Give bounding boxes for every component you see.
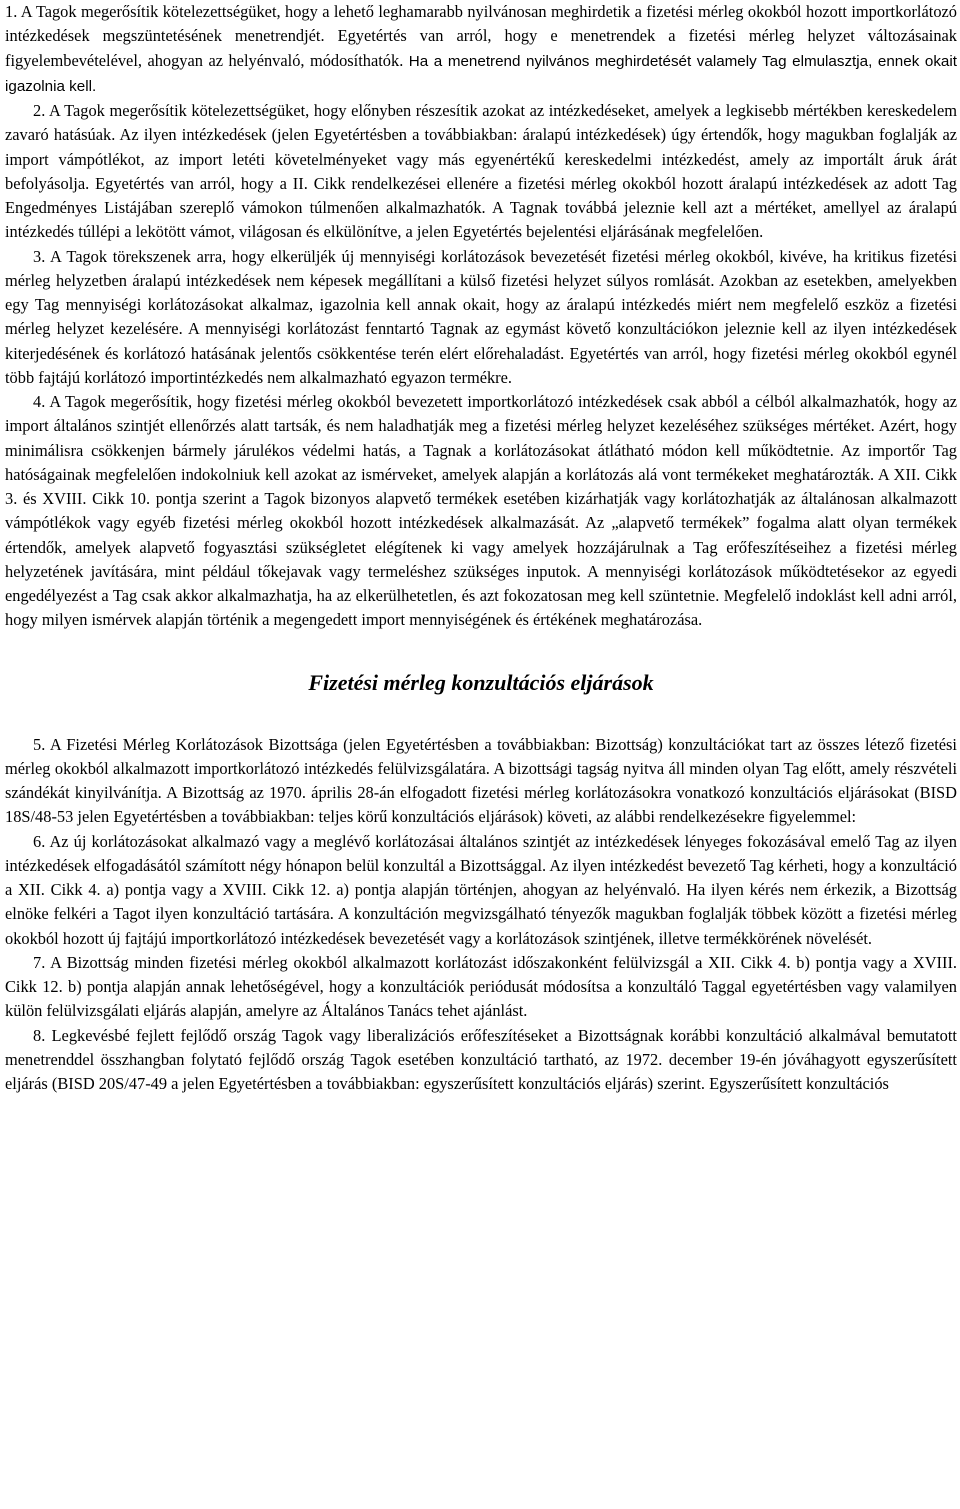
- paragraph-5: 5. A Fizetési Mérleg Korlátozások Bizottsága (jelen Egyetértésben a továbbiakban: Bizottság) konzultációkat tart az összes létező fizetési mérleg okokból alkalmazott importkorlátozó intézkedés felülvizsgálatára. A bizottsági tagság nyitva áll minden olyan Tag előtt, amely részvételi szándékát kinyilvánítja. A Bizottság az 1970. április 28-án elfogadott fizetési mérleg korlátozásokra vonatkozó konzultációs eljárásokat (BISD 18S/48-53 jelen Egyetértésben a továbbiakban: teljes körű konzultációs eljárások) követi, az alábbi rendelkezésekre figyelemmel:: [5, 734, 957, 827]
- paragraph-3: 3. A Tagok törekszenek arra, hogy elkerüljék új mennyiségi korlátozások bevezetését fizetési mérleg okokból, kivéve, ha kritikus fizetési mérleg helyzetben áralapú intézkedések nem képesek megállítani a külső fizetési helyzet súlyos romlását. Azokban az esetekben, amelyekben egy Tag mennyiségi korlátozásokat alkalmaz, igazolnia kell annak okait, hogy az áralapú intézkedés miért nem megfelelő eszköz a fizetési mérleg helyzet kezelésére. A mennyiségi korlátozást fenntartó Tagnak az egymást követő konzultációkon jeleznie kell az ilyen intézkedések kiterjedésének és korlátozó hatásának jelentős csökkentése terén elért előrehaladást. Egyetértés van arról, hogy fizetési mérleg okokból egynél több fajtájú korlátozó importintézkedés nem alkalmazható egyazon termékre.: [5, 246, 957, 387]
- paragraph-2: 2. A Tagok megerősítik kötelezettségüket, hogy előnyben részesítik azokat az intézkedéseket, amelyek a legkisebb mértékben kereskedelem zavaró hatásúak. Az ilyen intézkedések (jelen Egyetértésben a továbbiakban: áralapú intézkedések) úgy értendők, hogy magukban foglalják az import vámpótlékot, az import letéti követelményeket vagy más egyenértékű kereskedelmi intézkedést, amely az importált áruk árát befolyásolja. Egyetértés van arról, hogy a II. Cikk rendelkezései ellenére a fizetési mérleg okokból hozott áralapú intézkedések az adott Tag Engedményes Listájában szereplő vámokon túlmenően alkalmazhatók. A Tagnak továbbá jeleznie kell azt a mértéket, amellyel az áralapú intézkedés túllépi a lekötött vámot, világosan és elkülönítve, a jelen Egyetértés bejelentési eljárásának megfelelően.: [5, 101, 957, 242]
- paragraph-6: 6. Az új korlátozásokat alkalmazó vagy a meglévő korlátozásai általános szintjét az intézkedések lényeges fokozásával emelő Tag az ilyen intézkedések elfogadásától számított négy hónapon belül konzultál a Bizottsággal. Az ilyen intézkedést bevezető Tag kérheti, hogy a konzultáció a XII. Cikk 4. a) pontja vagy a XVIII. Cikk 12. a) pontja alapján történjen, ahogyan az helyénvaló. Ha ilyen kérés nem érkezik, a Bizottság elnöke felkéri a Tagot ilyen konzultáció tartására. A konzultáción megvizsgálható tényezők magukban foglalják többek között a fizetési mérleg okokból hozott új fajtájú importkorlátozó intézkedések bevezetését vagy a korlátozások szintjének, illetve termékkörének növelését.: [5, 831, 957, 948]
- paragraph-1-part-a: 1. A Tagok megerősítik kötelezettségüket, hogy a lehető leghamarabb nyilvánosan meghirdetik a fizetési mérleg okokból hozott importkorlátozó intézkedések megszüntetésének menetrendjét. Egyetértés van arról, hogy e menetrendek a fizetési mérleg helyzet változásainak figyelembevételével, ahogyan az helyénvaló, módosíthatók.: [5, 2, 957, 70]
- section-heading: Fizetési mérleg konzultációs eljárások: [308, 669, 654, 695]
- document-page: [5, 0, 957, 1096]
- paragraph-7: 7. A Bizottság minden fizetési mérleg okokból alkalmazott korlátozást időszakonként felülvizsgál a XII. Cikk 4. b) pontja vagy a XVIII. Cikk 12. b) pontja alapján annak lehetőségével, hogy a konzultációk periódusát módosítsa a konzultáló Taggal egyetértésben vagy valamilyen külön felülvizsgálati eljárás alapján, amelyre az Általános Tanács tehet ajánlást.: [5, 952, 957, 1021]
- paragraph-1-part-b: Ha a menetrend nyilvános meghirdetését valamely Tag elmulasztja, ennek okait igazolnia kell.: [5, 52, 957, 95]
- paragraph-4: 4. A Tagok megerősítik, hogy fizetési mérleg okokból bevezetett importkorlátozó intézkedések csak abból a célból alkalmazhatók, hogy az import általános szintjét ellenőrzés alatt tartsák, és nem haladhatják meg a fizetési mérleg helyzet kezeléséhez szükséges mértéket. Azért, hogy minimálisra csökkenjen bármely járulékos védelmi hatás, a Tagnak a korlátozásokat átlátható módon kell működtetnie. Az importőr Tag hatóságainak megfelelően indokolniuk kell azokat az ismérveket, amelyek alapján a korlátozás alá vont termékeket meghatározták. A XII. Cikk 3. és XVIII. Cikk 10. pontja szerint a Tagok bizonyos alapvető termékek esetében kizárhatják vagy korlátozhatják az általánosan alkalmazott vámpótlékok vagy egyéb fizetési mérleg okokból hozott intézkedések alkalmazását. Az „alapvető termékek” fogalma alatt olyan termékek értendők, amelyek alapvető fogyasztási szükségletet elégítenek ki vagy amelyek hozzájárulnak a Tag erőfeszítéseihez a fizetési mérleg helyzetének javítására, mint például tőkejavak vagy termeléshez szükséges inputok. A mennyiségi korlátozások működtetésekor az egyedi engedélyezést a Tag csak akkor alkalmazhatja, ha az elkerülhetetlen, és azt fokozatosan meg kell szüntetnie. Megfelelő indoklást kell adni arról, hogy milyen ismérvek alapján történik a megengedett import mennyiségének és értékének meghatározása.: [5, 392, 957, 630]
- paragraph-1: [5, 0, 957, 99]
- paragraph-8: 8. Legkevésbé fejlett fejlődő ország Tagok vagy liberalizációs erőfeszítéseket a Bizottságnak korábbi konzultáció alkalmával bemutatott menetrenddel összhangban folytató fejlődő ország Tagok esetében konzultáció tartható, az 1972. december 19-én jóváhagyott egyszerűsített eljárás (BISD 20S/47-49 a jelen Egyetértésben a továbbiakban: egyszerűsített konzultációs eljárás) szerint. Egyszerűsített konzultációs: [5, 1025, 957, 1093]
